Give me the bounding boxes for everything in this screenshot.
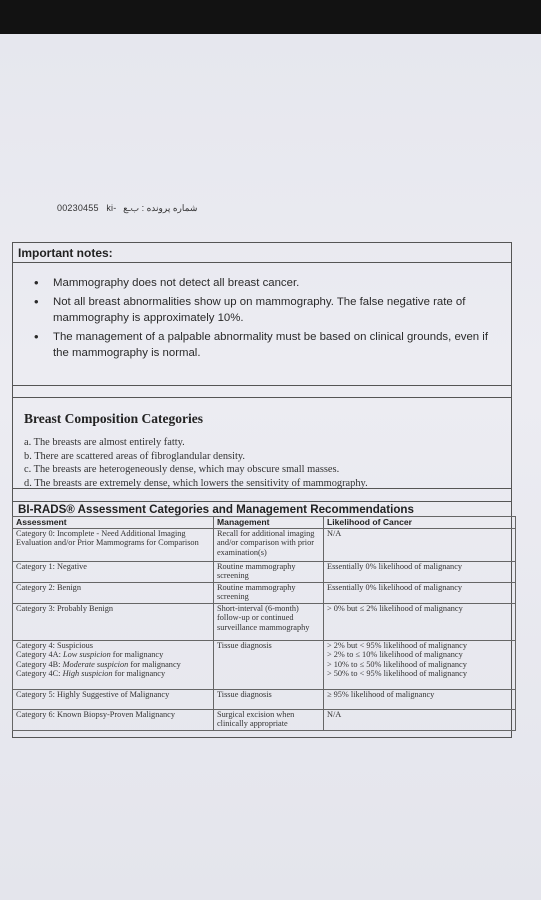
assessment-line: Category 1: Negative	[16, 562, 87, 571]
likelihood-line: > 10% to ≤ 50% likelihood of malignancy	[327, 659, 467, 669]
header-assessment: Assessment	[13, 517, 214, 529]
composition-item: b. There are scattered areas of fibroglandular density.	[24, 450, 245, 462]
assessment-fragment: Low suspicion	[63, 650, 111, 660]
file-number: 00230455	[57, 203, 99, 213]
assessment-fragment: Category 4A:	[16, 650, 64, 660]
cell-management: Surgical excision when clinically appropriate	[214, 710, 324, 731]
cell-assessment	[13, 562, 214, 583]
likelihood-line: > 2% to ≤ 10% likelihood of malignancy	[327, 650, 463, 660]
assessment-fragment: Category 4B:	[16, 659, 63, 669]
birads-row	[13, 710, 516, 731]
composition-item: a. The breasts are almost entirely fatty.	[24, 437, 185, 448]
breast-composition-list	[24, 436, 494, 491]
cell-assessment	[13, 604, 214, 641]
assessment-line: Category 3: Probably Benign	[16, 604, 114, 613]
likelihood-line: Essentially 0% likelihood of malignancy	[327, 562, 463, 571]
cell-assessment	[13, 529, 214, 562]
birads-title: BI-RADS® Assessment Categories and Management Recommendations	[18, 503, 414, 516]
cell-assessment	[13, 710, 214, 731]
assessment-line	[16, 650, 210, 659]
header-likelihood: Likelihood of Cancer	[324, 517, 516, 529]
cell-management: Routine mammography screening	[214, 583, 324, 604]
section-divider-1	[12, 385, 512, 386]
birads-row	[13, 690, 516, 710]
notes-title-divider	[12, 262, 512, 263]
cell-assessment	[13, 690, 214, 710]
likelihood-line: > 0% but ≤ 2% likelihood of malignancy	[327, 604, 463, 613]
birads-row	[13, 583, 516, 604]
important-notes-list	[34, 275, 504, 364]
note-item: • Not all breast abnormalities show up on mammography. The false negative rate of mammography is approximately 10%.	[34, 294, 504, 326]
cell-management: Short-interval (6-month) follow-up or continued surveillance mammography	[214, 604, 324, 641]
file-number-prefix: ki-	[106, 203, 117, 213]
assessment-line: Category 4: Suspicious	[16, 641, 93, 650]
assessment-line: Category 2: Benign	[16, 583, 81, 592]
note-item: • Mammography does not detect all breast cancer.	[34, 275, 504, 291]
important-notes-title: Important notes:	[18, 246, 113, 260]
cell-management: Tissue diagnosis	[214, 690, 324, 710]
assessment-fragment: for malignancy	[110, 650, 164, 660]
assessment-line	[16, 669, 210, 678]
breast-composition-title: Breast Composition Categories	[24, 411, 203, 426]
header-management: Management	[214, 517, 324, 529]
birads-table	[12, 516, 516, 731]
cell-management: Routine mammography screening	[214, 562, 324, 583]
assessment-line: Category 0: Incomplete - Need Additional Imaging Evaluation and/or Prior Mammograms for Comparison	[16, 529, 199, 548]
likelihood-line: > 50% to < 95% likelihood of malignancy	[327, 669, 468, 679]
assessment-line: Category 5: Highly Suggestive of Malignancy	[16, 690, 170, 699]
cell-assessment	[13, 583, 214, 604]
birads-row	[13, 604, 516, 641]
section-divider-2	[12, 397, 512, 398]
cell-likelihood	[324, 641, 516, 690]
cell-likelihood	[324, 710, 516, 731]
cell-management: Recall for additional imaging and/or comparison with prior examination(s)	[214, 529, 324, 562]
composition-item: d. The breasts are extremely dense, which lowers the sensitivity of mammography.	[24, 478, 368, 490]
birads-table-body	[13, 529, 516, 731]
cell-likelihood	[324, 690, 516, 710]
dark-background-top	[0, 0, 541, 36]
likelihood-line: N/A	[327, 529, 342, 538]
assessment-line	[16, 660, 210, 669]
birads-header-row	[13, 517, 516, 529]
note-item: • The management of a palpable abnormality must be based on clinical grounds, even if the mammography is normal.	[34, 329, 504, 361]
assessment-line: Category 6: Known Biopsy-Proven Malignancy	[16, 710, 176, 719]
cell-likelihood	[324, 529, 516, 562]
section-divider-4	[12, 501, 512, 502]
likelihood-line: ≥ 95% likelihood of malignancy	[327, 690, 435, 699]
likelihood-line: > 2% but < 95% likelihood of malignancy	[327, 641, 468, 650]
assessment-fragment: for malignancy	[112, 669, 166, 679]
cell-likelihood	[324, 562, 516, 583]
assessment-fragment: Category 4C:	[16, 669, 63, 679]
file-number-label: شماره پرونده : ب‌ـع	[123, 203, 198, 213]
cell-likelihood	[324, 583, 516, 604]
assessment-fragment: Moderate suspicion	[62, 659, 129, 669]
file-number-line	[57, 203, 197, 214]
assessment-fragment: for malignancy	[128, 659, 181, 669]
assessment-fragment: High suspicion	[62, 669, 113, 679]
birads-row	[13, 641, 516, 690]
birads-row	[13, 562, 516, 583]
likelihood-line: Essentially 0% likelihood of malignancy	[327, 583, 463, 592]
birads-row	[13, 529, 516, 562]
cell-management: Tissue diagnosis	[214, 641, 324, 690]
cell-likelihood	[324, 604, 516, 641]
cell-assessment	[13, 641, 214, 690]
composition-item: c. The breasts are heterogeneously dense, which may obscure small masses.	[24, 464, 340, 476]
likelihood-line: N/A	[327, 710, 342, 719]
